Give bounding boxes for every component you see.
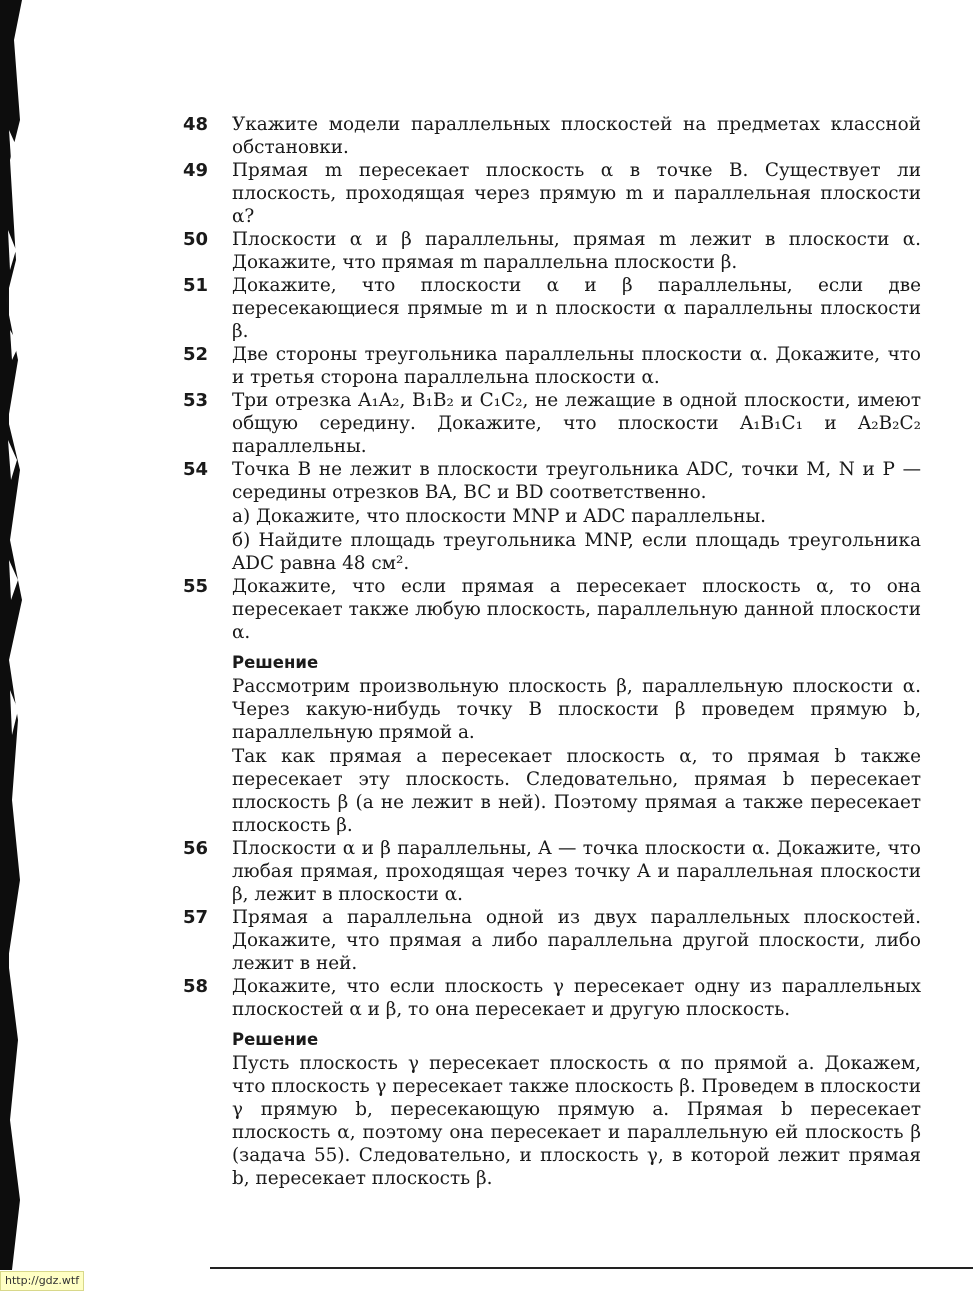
problem-subpart: а) Докажите, что плоскости MNP и ADC параллельны. <box>232 506 766 527</box>
scan-binding-edge <box>0 0 26 1270</box>
problem-text: Докажите, что плоскости α и β параллельны, если две пересекающиеся прямые m и n плоскости α параллельны плоскости β. <box>232 275 921 342</box>
problem-text: Докажите, что если плоскость γ пересекает одну из параллельных плоскостей α и β, то она пересекает и другую плоскость. <box>232 976 921 1020</box>
problem-list <box>183 113 921 1190</box>
problem-52 <box>183 343 921 389</box>
problem-number: 50 <box>183 229 209 250</box>
problem-text: Плоскости α и β параллельны, прямая m лежит в плоскости α. Докажите, что прямая m параллельна плоскости β. <box>232 229 921 273</box>
problem-number: 49 <box>183 160 209 181</box>
problem-text: Плоскости α и β параллельны, A — точка плоскости α. Докажите, что любая прямая, проходящая через точку A и параллельная плоскости β, лежит в плоскости α. <box>232 838 921 905</box>
problem-text: Точка B не лежит в плоскости треугольника ADC, точки M, N и P — середины отрезков BA, BC и BD соответственно. <box>232 459 921 503</box>
problem-text: Прямая m пересекает плоскость α в точке B. Существует ли плоскость, проходящая через прямую m и параллельная плоскости α? <box>232 160 921 227</box>
problem-48 <box>183 113 921 159</box>
problem-49 <box>183 159 921 228</box>
page-bottom-rule <box>210 1267 973 1269</box>
problem-number: 54 <box>183 459 209 480</box>
solution-heading: Решение <box>232 1030 319 1049</box>
problem-number: 51 <box>183 275 209 296</box>
problem-55 <box>183 575 921 837</box>
problem-subpart: б) Найдите площадь треугольника MNP, если площадь треугольника ADC равна 48 см². <box>232 530 921 574</box>
problem-number: 58 <box>183 976 209 997</box>
problem-number: 57 <box>183 907 209 928</box>
problem-text: Докажите, что если прямая a пересекает плоскость α, то она пересекает также любую плоскость, параллельную данной плоскости α. <box>232 576 921 643</box>
problem-57 <box>183 906 921 975</box>
problem-number: 48 <box>183 114 209 135</box>
problem-number: 53 <box>183 390 209 411</box>
problem-number: 56 <box>183 838 209 859</box>
problem-text: Две стороны треугольника параллельны плоскости α. Докажите, что и третья сторона параллельна плоскости α. <box>232 344 921 388</box>
problem-number: 52 <box>183 344 209 365</box>
solution-paragraph: Рассмотрим произвольную плоскость β, параллельную плоскости α. Через какую-нибудь точку B плоскости β проведем прямую b, параллельную прямой a. <box>232 676 921 743</box>
problem-50 <box>183 228 921 274</box>
problem-number: 55 <box>183 576 209 597</box>
problem-53 <box>183 389 921 458</box>
solution-paragraph: Так как прямая a пересекает плоскость α, то прямая b также пересекает эту плоскость. Следовательно, прямая b пересекает плоскость β (а не лежит в ней). Поэтому прямая a также пересекает плоскость β. <box>232 746 921 836</box>
problem-text: Прямая a параллельна одной из двух параллельных плоскостей. Докажите, что прямая a либо параллельна другой плоскости, либо лежит в ней. <box>232 907 921 974</box>
problem-54 <box>183 458 921 575</box>
problem-58 <box>183 975 921 1190</box>
problem-text: Три отрезка A₁A₂, B₁B₂ и C₁C₂, не лежащие в одной плоскости, имеют общую середину. Докажите, что плоскости A₁B₁C₁ и A₂B₂C₂ параллельны. <box>232 390 921 457</box>
solution-heading: Решение <box>232 653 319 672</box>
source-url-label: http://gdz.wtf <box>0 1271 84 1291</box>
solution-paragraph: Пусть плоскость γ пересекает плоскость α по прямой a. Докажем, что плоскость γ пересекает также плоскость β. Проведем в плоскости γ прямую b, пересекающую прямую a. Прямая b пересекает плоскость α, поэтому она пересекает и параллельную ей плоскость β (задача 55). Следовательно, и плоскость γ, в которой лежит прямая b, пересекает плоскость β. <box>232 1053 921 1189</box>
problem-56 <box>183 837 921 906</box>
problem-51 <box>183 274 921 343</box>
problem-text: Укажите модели параллельных плоскостей на предметах классной обстановки. <box>232 114 921 158</box>
